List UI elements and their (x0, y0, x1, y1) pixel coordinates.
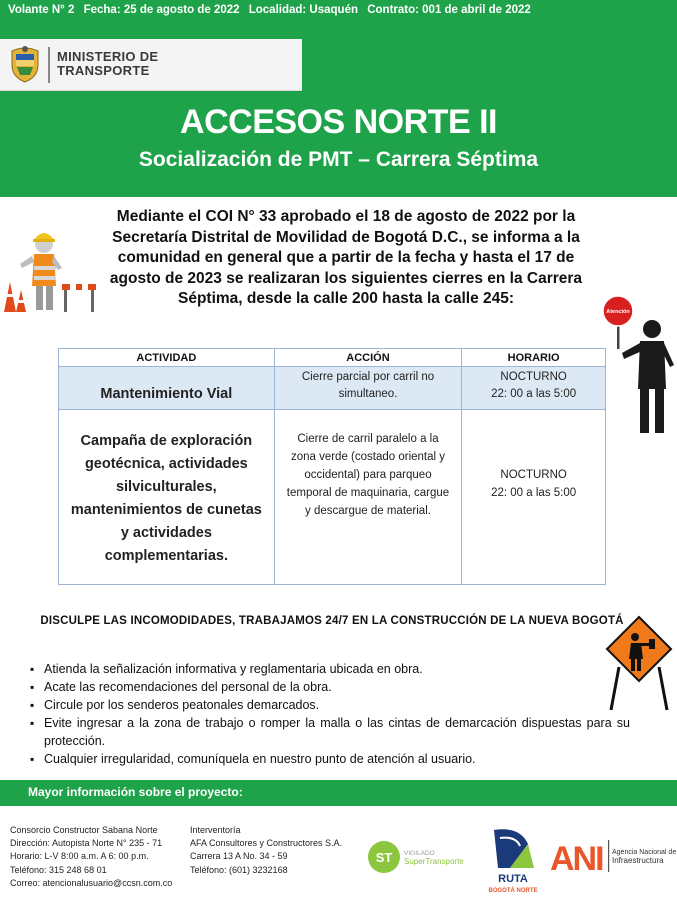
meta-line (8, 4, 537, 16)
list-item: ▪ Atienda la señalización informativa y reglamentaria ubicada en obra. (30, 660, 630, 678)
more-info-label: Mayor información sobre el proyecto: (28, 785, 243, 799)
header-banner (0, 0, 677, 197)
header-horario: HORARIO (462, 349, 606, 367)
logo-divider (48, 47, 50, 83)
contract: Contrato: 001 de abril de 2022 (367, 4, 531, 16)
page-subtitle: Socialización de PMT – Carrera Séptima (138, 148, 539, 171)
coat-of-arms-icon (8, 45, 42, 83)
svg-text:Agencia Nacional de: Agencia Nacional de (612, 849, 676, 856)
issue-date: Fecha: 25 de agosto de 2022 (83, 4, 240, 16)
svg-text:SuperTransporte: SuperTransporte (404, 857, 464, 866)
locality: Localidad: Usaquén (248, 4, 359, 16)
contact-email[interactable]: Correo: atencionalusuario@ccsn.com.co (10, 877, 173, 888)
schedule-cell: NOCTURNO 22: 00 a las 5:00 (462, 410, 606, 585)
activity-cell: Campaña de exploración geotécnica, actividades silviculturales, mantenimientos de cunetas y actividades complementarias. (59, 410, 275, 585)
header-accion: ACCIÓN (274, 349, 462, 367)
action-cell: Cierre parcial por carril no simultaneo. (274, 367, 462, 410)
svg-text:ST: ST (375, 850, 393, 865)
supertransporte-logo (366, 838, 478, 876)
ani-logo (548, 834, 676, 878)
ruta-bogota-norte-logo (480, 826, 546, 896)
svg-text:Infraestructura: Infraestructura (612, 856, 664, 865)
interventoria-contact: Interventoría AFA Consultores y Constructores S.A. Carrera 13 A No. 34 - 59 Teléfono: (601) 3232168 (190, 825, 343, 875)
activities-table (58, 348, 606, 585)
schedule-cell: NOCTURNO 22: 00 a las 5:00 (462, 367, 606, 410)
list-item: ▪ Circule por los senderos peatonales demarcados. (30, 696, 630, 714)
construction-worker-icon (0, 224, 100, 316)
ministry-name: MINISTERIO DE TRANSPORTE (57, 49, 159, 78)
table-row (59, 367, 606, 410)
svg-text:VIGILADO: VIGILADO (404, 850, 435, 857)
action-cell: Cierre de carril paralelo a la zona verde (costado oriental y occidental) para parqueo temporal de maquinaria, cargue y descargue de material. (274, 410, 462, 585)
list-item: ▪ Acate las recomendaciones del personal de la obra. (30, 678, 630, 696)
page-title: ACCESOS NORTE II (180, 103, 497, 141)
volante-number: Volante N° 2 (8, 4, 75, 16)
flagger-man-icon (600, 293, 677, 435)
table-header-row (59, 349, 606, 367)
safety-tips-list (30, 660, 630, 768)
intro-paragraph: Mediante el COI N° 33 aprobado el 18 de agosto de 2022 por la Secretaría Distrital de Movilidad de Bogotá D.C., se informa a la comunidad en general que a partir de la fecha y hasta el 17 de agosto de 2023 se realizaran los siguientes cierres en la Carrera Séptima, desde la calle 200 hasta la calle 245: (109, 208, 583, 307)
ministry-logo (0, 39, 302, 91)
list-item: ▪ Cualquier irregularidad, comuníquela en nuestro punto de atención al usuario. (30, 750, 630, 768)
activity-cell: Mantenimiento Vial (59, 367, 275, 410)
svg-text:ANI: ANI (550, 840, 603, 878)
list-item: ▪ Evite ingresar a la zona de trabajo o romper la malla o las cintas de demarcación dispuestas para su protección. (30, 714, 630, 750)
header-actividad: ACTIVIDAD (59, 349, 275, 367)
attention-sign-label: Atención (606, 309, 630, 315)
contractor-contact: Consorcio Constructor Sabana Norte Dirección: Autopista Norte N° 235 - 71 Horario: L-V 8:00 a.m. A 6: 00 p.m. Teléfono: 315 248 68 01 Correo: atencionalusuario@ccsn.com.co (10, 824, 172, 890)
svg-text:BOGOTÁ NORTE: BOGOTÁ NORTE (488, 888, 538, 894)
table-row (59, 410, 606, 585)
more-info-bar (0, 780, 677, 806)
svg-text:RUTA: RUTA (498, 873, 528, 885)
apology-message: DISCULPE LAS INCOMODIDADES, TRABAJAMOS 24/7 EN LA CONSTRUCCIÓN DE LA NUEVA BOGOTÁ (40, 615, 624, 627)
